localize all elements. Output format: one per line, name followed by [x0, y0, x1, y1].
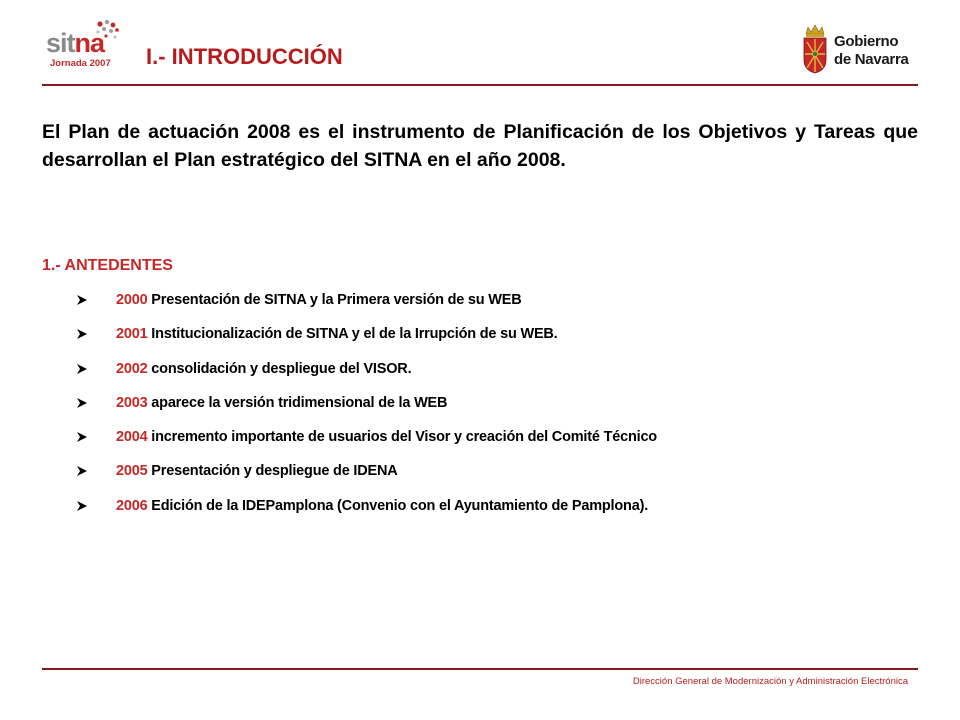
sitna-subtitle: Jornada 2007 — [50, 58, 111, 69]
arrow-bullet-icon — [76, 328, 88, 340]
sitna-wordmark — [46, 30, 104, 57]
page-title: I.- INTRODUCCIÓN — [146, 44, 343, 69]
sitna-word-red: na — [74, 28, 105, 58]
list-item-year: 2001 — [116, 326, 148, 343]
list-item-year: 2002 — [116, 360, 148, 377]
list-item-text: incremento importante de usuarios del Visor y creación del Comité Técnico — [147, 429, 657, 446]
list-item-year: 2000 — [116, 292, 148, 308]
list-item — [76, 359, 916, 379]
list-item-year: 2004 — [116, 429, 148, 446]
arrow-bullet-icon — [76, 500, 88, 512]
list-item-text: Edición de la IDEPamplona (Convenio con el Ayuntamiento de Pamplona). — [147, 497, 649, 514]
list-item — [76, 393, 916, 413]
list-item-year: 2006 — [116, 497, 148, 514]
list-item-text: Presentación y despliegue de IDENA — [147, 463, 398, 480]
list-item-text: Presentación de SITNA y la Primera versión de su WEB — [147, 292, 522, 308]
intro-paragraph: El Plan de actuación 2008 es el instrumento de Planificación de los Objetivos y Tareas que desarrollan el Plan estratégico del SITNA en el año 2008. — [42, 121, 918, 171]
antecedentes-list — [76, 290, 916, 530]
arrow-bullet-icon — [76, 397, 88, 409]
list-item — [76, 324, 916, 344]
arrow-bullet-icon — [76, 363, 88, 375]
footer-text: Dirección General de Modernización y Administración Electrónica — [632, 676, 908, 687]
list-item — [76, 290, 916, 310]
sitna-logo — [44, 18, 126, 74]
list-item — [76, 461, 916, 481]
section-heading: 1.- ANTEDENTES — [42, 257, 173, 274]
navarra-shield-icon — [802, 24, 828, 74]
arrow-bullet-icon — [76, 431, 88, 443]
list-item-year: 2005 — [116, 463, 148, 480]
list-item-year: 2003 — [116, 394, 148, 411]
gobierno-line1: Gobierno — [834, 33, 899, 50]
list-item — [76, 427, 916, 447]
list-item — [76, 496, 916, 516]
list-item-text: Institucionalización de SITNA y el de la Irrupción de su WEB. — [147, 326, 558, 343]
gobierno-navarra-logo — [802, 24, 918, 74]
header-divider — [42, 84, 918, 86]
list-item-text: aparece la versión tridimensional de la WEB — [147, 394, 448, 411]
arrow-bullet-icon — [76, 294, 88, 306]
sitna-word-gray: sit — [46, 28, 75, 58]
footer-divider — [42, 668, 918, 670]
list-item-text: consolidación y despliegue del VISOR. — [147, 360, 412, 377]
arrow-bullet-icon — [76, 465, 88, 477]
gobierno-line2: de Navarra — [834, 51, 909, 68]
